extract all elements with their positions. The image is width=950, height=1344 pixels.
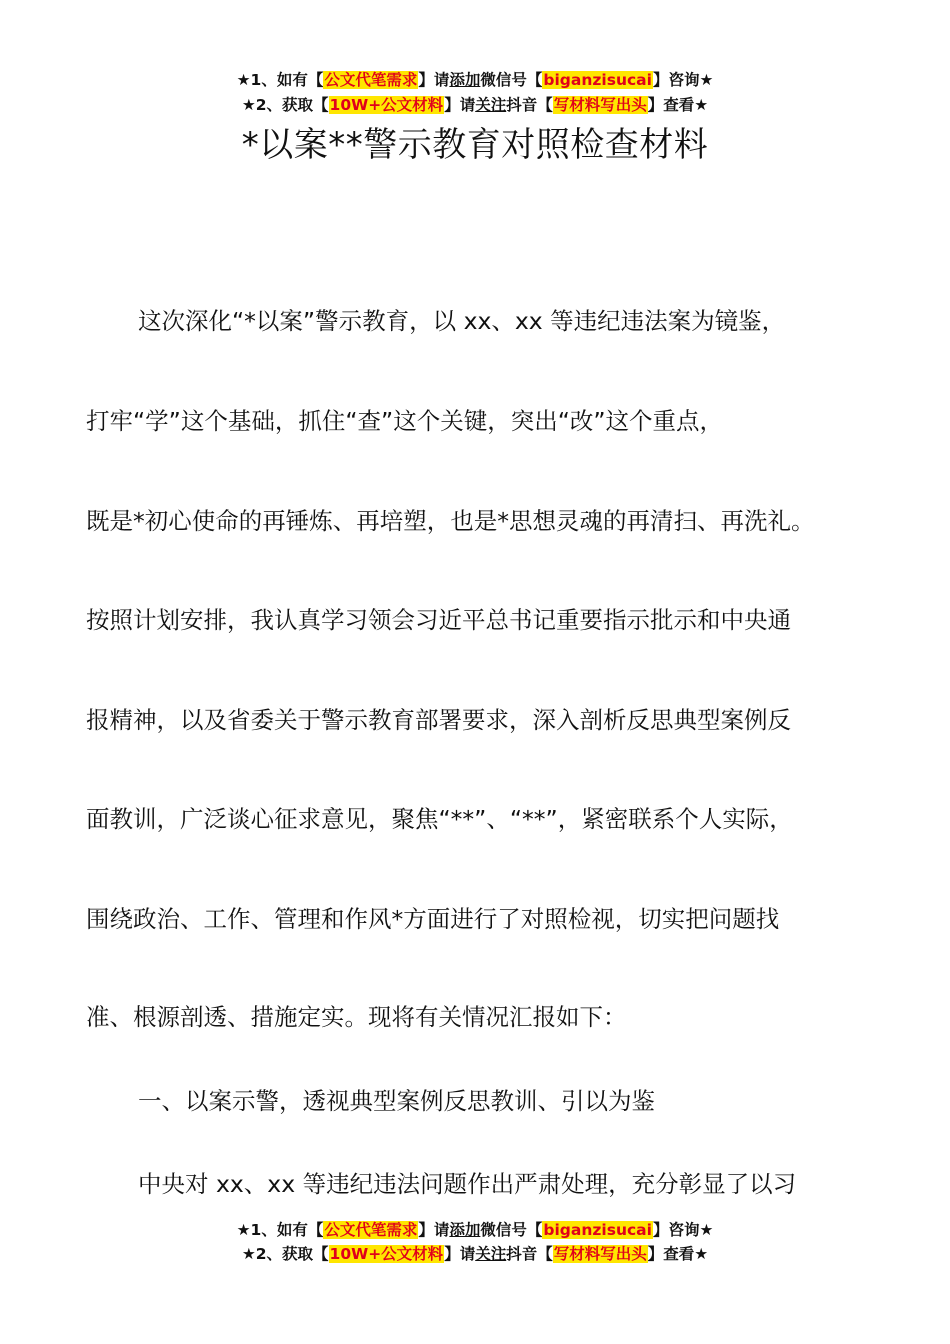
banner-text: ★1、如有【 — [236, 71, 324, 89]
body-line: 围绕政治、工作、管理和作风*方面进行了对照检视，切实把问题找 — [86, 905, 780, 933]
banner-text: 】查看★ — [647, 1245, 709, 1263]
banner-douyin-account: 写材料写出头 — [553, 96, 647, 114]
banner-underlined-text: 关注 — [475, 96, 507, 114]
body-line: 中央对 xx、xx 等违纪违法问题作出严肃处理，充分彰显了以习 — [138, 1170, 797, 1198]
banner-text: 】咨询★ — [652, 71, 714, 89]
body-line: 报精神，以及省委关于警示教育部署要求，深入剖析反思典型案例反 — [86, 706, 791, 734]
banner-text: 】请 — [418, 71, 450, 89]
document-title: *以案**警示教育对照检查材料 — [241, 125, 709, 165]
banner-highlight: 公文代笔需求 — [324, 71, 418, 89]
banner-text: 】查看★ — [647, 96, 709, 114]
bottom-banner-line-2 — [0, 1243, 950, 1265]
section-heading: 一、以案示警，透视典型案例反思教训、引以为鉴 — [138, 1087, 655, 1115]
top-banner-line-2 — [0, 94, 950, 116]
banner-highlight: 公文代笔需求 — [324, 1221, 418, 1239]
body-line: 这次深化“*以案”警示教育，以 xx、xx 等违纪违法案为镜鉴， — [138, 307, 786, 335]
body-line: 打牢“学”这个基础，抓住“查”这个关键，突出“改”这个重点， — [86, 407, 724, 435]
banner-highlight: 10W+公文材料 — [329, 96, 444, 114]
banner-text: 】请 — [444, 1245, 476, 1263]
top-banner-line-1 — [0, 69, 950, 91]
banner-underlined-text: 添加 — [449, 1221, 481, 1239]
banner-text: ★2、获取【 — [241, 96, 329, 114]
bottom-banner-line-1 — [0, 1219, 950, 1241]
banner-douyin-account: 写材料写出头 — [553, 1245, 647, 1263]
body-line: 既是*初心使命的再锤炼、再培塑，也是*思想灵魂的再清扫、再洗礼。 — [86, 507, 815, 535]
banner-underlined-text: 添加 — [449, 71, 481, 89]
banner-text: 抖音【 — [506, 96, 553, 114]
banner-text: ★2、获取【 — [241, 1245, 329, 1263]
body-line: 准、根源剖透、措施定实。现将有关情况汇报如下： — [86, 1003, 627, 1031]
banner-highlight: 10W+公文材料 — [329, 1245, 444, 1263]
banner-text: 抖音【 — [506, 1245, 553, 1263]
banner-text: 】请 — [418, 1221, 450, 1239]
banner-wechat-id: biganzisucai — [543, 71, 652, 89]
banner-text: 】请 — [444, 96, 476, 114]
banner-underlined-text: 关注 — [475, 1245, 507, 1263]
banner-wechat-id: biganzisucai — [543, 1221, 652, 1239]
banner-text: 微信号【 — [480, 1221, 543, 1239]
body-line: 按照计划安排，我认真学习领会习近平总书记重要指示批示和中央通 — [86, 606, 791, 634]
banner-text: ★1、如有【 — [236, 1221, 324, 1239]
banner-text: 微信号【 — [480, 71, 543, 89]
body-line: 面教训，广泛谈心征求意见，聚焦“**”、“**”，紧密联系个人实际， — [86, 805, 793, 833]
banner-text: 】咨询★ — [652, 1221, 714, 1239]
